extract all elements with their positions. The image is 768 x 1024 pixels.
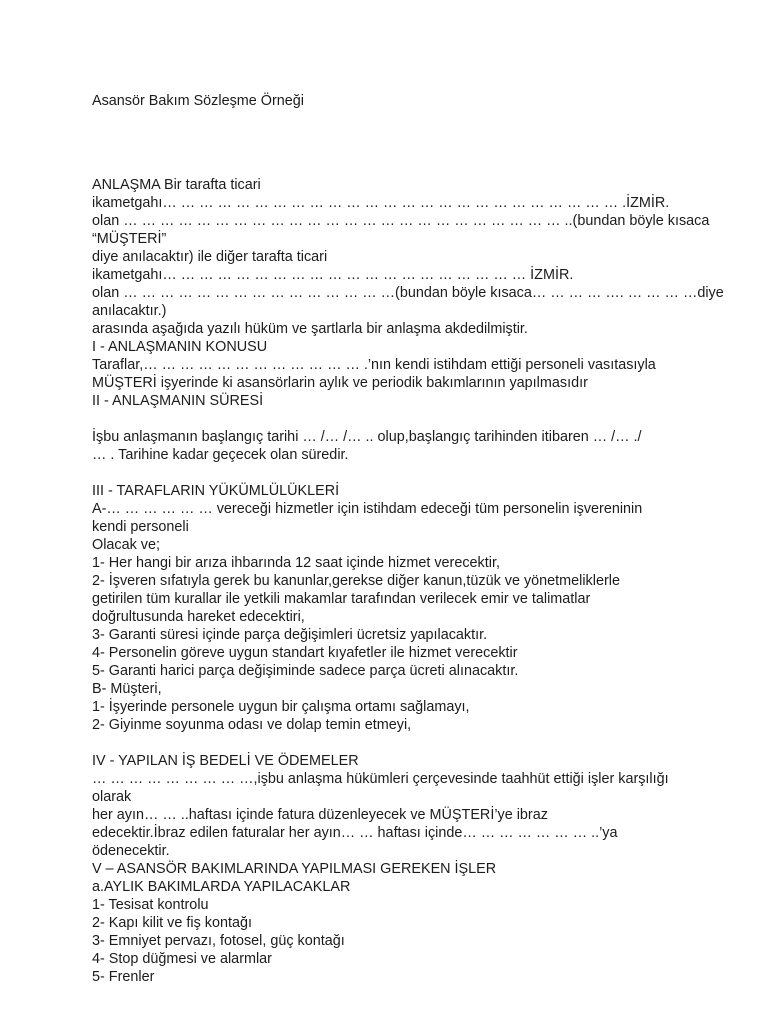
text-line: olan … … … … … … … … … … … … … … …(bundan böyle kısaca… … … … …. … … … …diye <box>92 285 724 301</box>
document-body <box>92 176 724 986</box>
blank-line <box>92 410 692 428</box>
text-line: … . Tarihine kadar geçecek olan süredir. <box>92 447 349 463</box>
blank-line <box>92 734 692 752</box>
list-item: 1- Her hangi bir arıza ihbarında 12 saat içinde hizmet verecektir, <box>92 555 500 571</box>
list-item: 4- Personelin göreve uygun standart kıyafetler ile hizmet verecektir <box>92 645 518 661</box>
list-item: 4- Stop düğmesi ve alarmlar <box>92 951 272 967</box>
list-item: 5- Garanti harici parça değişiminde sadece parça ücreti alınacaktır. <box>92 663 519 679</box>
text-line: ikametgahı… … … … … … … … … … … … … … … … … … … … … … … … … .İZMİR. <box>92 195 670 211</box>
section-heading: V – ASANSÖR BAKIMLARINDA YAPILMASI GEREKEN İŞLER <box>92 861 497 877</box>
text-line: edecektir.İbraz edilen faturalar her ayın… … haftası içinde… … … … … … … ..’ya <box>92 825 618 841</box>
list-item: 5- Frenler <box>92 969 155 985</box>
document-title: Asansör Bakım Sözleşme Örneği <box>92 93 304 109</box>
list-item: 2- İşveren sıfatıyla gerek bu kanunlar,gerekse diğer kanun,tüzük ve yönetmeliklerle <box>92 573 620 589</box>
text-line: “MÜŞTERİ” <box>92 231 167 247</box>
section-heading: II - ANLAŞMANIN SÜRESİ <box>92 393 264 409</box>
text-line: kendi personeli <box>92 519 189 535</box>
text-line: anılacaktır.) <box>92 303 167 319</box>
subsection-heading: a.AYLIK BAKIMLARDA YAPILACAKLAR <box>92 879 351 895</box>
list-item: 2- Giyinme soyunma odası ve dolap temin etmeyi, <box>92 717 412 733</box>
text-line: A-… … … … … … vereceği hizmetler için istihdam edeceği tüm personelin işvereninin <box>92 501 643 517</box>
text-line: B- Müşteri, <box>92 681 162 697</box>
text-line: doğrultusunda hareket edecektiri, <box>92 609 305 625</box>
text-line: Olacak ve; <box>92 537 160 553</box>
section-heading: IV - YAPILAN İŞ BEDELİ VE ÖDEMELER <box>92 753 359 769</box>
blank-line <box>92 464 692 482</box>
text-line: İşbu anlaşmanın başlangıç tarihi … /… /… .. olup,başlangıç tarihinden itibaren … /… ./ <box>92 429 642 445</box>
text-line: Taraflar,… … … … … … … … … … … … .’nın kendi istihdam ettiği personeli vasıtasıyla <box>92 357 656 373</box>
list-item: 3- Emniyet pervazı, fotosel, güç kontağı <box>92 933 345 949</box>
list-item: 1- Tesisat kontrolu <box>92 897 209 913</box>
text-line: olarak <box>92 789 132 805</box>
text-line: olan … … … … … … … … … … … … … … … … … … … … … … … … ..(bundan böyle kısaca <box>92 213 710 229</box>
text-line: her ayın… … ..haftası içinde fatura düzenleyecek ve MÜŞTERİ’ye ibraz <box>92 807 548 823</box>
text-line: ikametgahı… … … … … … … … … … … … … … … … … … … … İZMİR. <box>92 267 574 283</box>
section-heading: III - TARAFLARIN YÜKÜMLÜLÜKLERİ <box>92 483 340 499</box>
text-line: ANLAŞMA Bir tarafta ticari <box>92 177 261 193</box>
list-item: 2- Kapı kilit ve fiş kontağı <box>92 915 252 931</box>
text-line: MÜŞTERİ işyerinde ki asansörlarin aylık ve periodik bakımlarının yapılmasıdır <box>92 375 588 391</box>
text-line: diye anılacaktır) ile diğer tarafta ticari <box>92 249 328 265</box>
text-line: ödenecektir. <box>92 843 170 859</box>
list-item: 3- Garanti süresi içinde parça değişimleri ücretsiz yapılacaktır. <box>92 627 488 643</box>
text-line: … … … … … … … … …,işbu anlaşma hükümleri çerçevesinde taahhüt ettiği işler karşılığı <box>92 771 669 787</box>
text-line: getirilen tüm kurallar ile yetkili makamlar tarafından verilecek emir ve talimatlar <box>92 591 591 607</box>
section-heading: I - ANLAŞMANIN KONUSU <box>92 339 268 355</box>
text-line: arasında aşağıda yazılı hüküm ve şartlarla bir anlaşma akdedilmiştir. <box>92 321 528 337</box>
list-item: 1- İşyerinde personele uygun bir çalışma ortamı sağlamayı, <box>92 699 470 715</box>
